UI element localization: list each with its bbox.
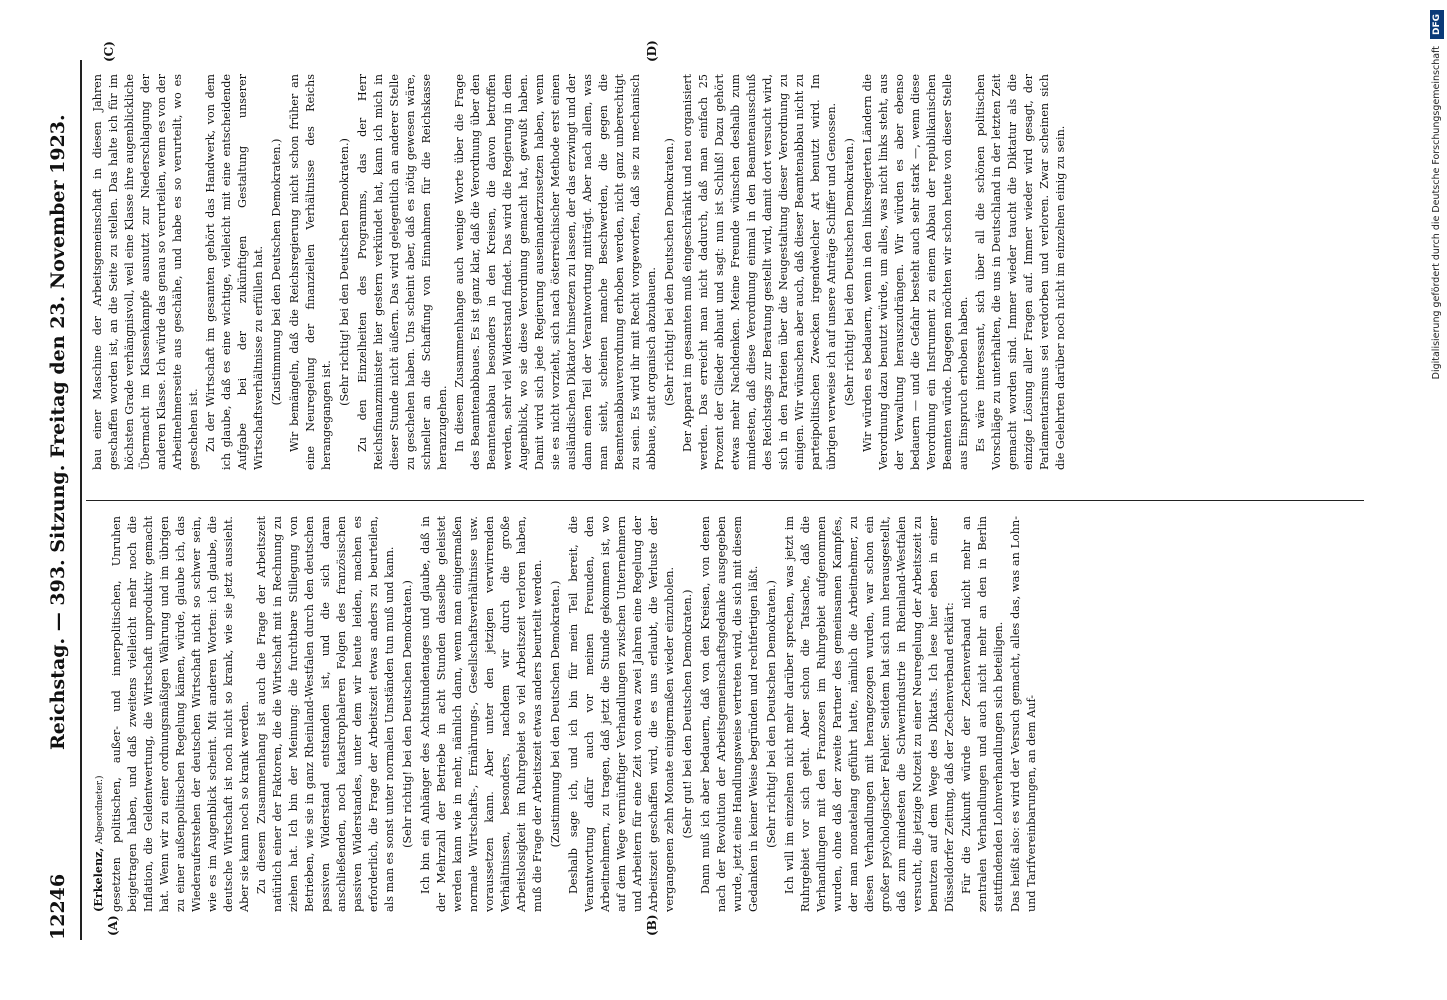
interjection: (Sehr richtig! bei den Deutschen Demokraten.): [765, 580, 778, 848]
speaker-role: Abgeordneter.): [95, 775, 105, 845]
margin-mark-b: (B): [645, 914, 659, 936]
paragraph: Dann muß ich aber bedauern, daß von den Kreisen, von denen nach der Revolution der Arbeitsgemeinschaftsgedanke ausgegeben wurde, jetzt eine Handlungsweise vertreten wird, die sich mit diesem Gedanken in keiner Weise begründen und rechtfertigen läßt.: [699, 516, 760, 912]
paragraph: Wir bemängeln, daß die Reichsregierung nicht schon früher an eine Neuregelung der finanziellen Verhältnisse des Reichs herangegangen ist.: [288, 74, 333, 470]
speaker-line: [90, 516, 108, 912]
interjection: (Sehr richtig! bei den Deutschen Demokraten.): [338, 138, 351, 406]
dfg-logo: DFG: [1430, 10, 1444, 39]
header-rule: [80, 60, 82, 940]
paragraph: Das heißt also: es wird der Versuch gemacht, alles das, was an Lohn- und Tarifvereinbarungen, an dem Auf-: [1009, 516, 1038, 912]
paragraph: Deshalb sage ich, und ich bin für mein Teil bereit, die Verantwortung dafür auch vor meinen Freunden, den Arbeitnehmern, zu tragen, daß jetzt die Stunde gekommen ist, wo auf dem Wege vernünftiger Verhandlungen zwischen Unternehmern und Arbeitern für eine Zeit von etwa zwei Jahren eine Regelung der Arbeitszeit geschaffen wird, die es uns erlaubt, die Verluste der vergangenen zehn Monate einigermaßen wieder einzuholen.: [567, 516, 676, 912]
paragraph: Ich will im einzelnen nicht mehr darüber sprechen, was jetzt im Ruhrgebiet vor sich geht. Aber schon die Tatsache, daß die Verhandlungen mit den Franzosen im Ruhrgebiet aufgenommen wurden, ohne daß der zweite Partner des gemeinsamen Kampfes, der man monatelang geführt hatte, nämlich die Arbeitnehmer, zu diesen Verhandlungen mit herangezogen wurden, war schon ein großer psychologischer Fehler. Seitdem hat sich nun herausgestellt, daß zum mindesten die Schwerindustrie in Rheinland-Westfalen versucht, die jetzige Notzeit zu einer Neuregelung der Arbeitszeit zu benutzen auf dem Wege des Diktats. Ich lese hier eben in einer Düsseldorfer Zeitung, daß der Zechenverband erklärt:: [783, 516, 956, 912]
paragraph: bau einer Maschine der Arbeitsgemeinschaft in diesen Jahren geschaffen worden ist, an die Seite zu stellen. Das halte ich für im höchsten Grade verhängnisvoll, weil eine Klasse ihre augenblickliche Übermacht im Klassenkampfe ausnutzt zur Niederschlagung der anderen Klasse. Ich würde das genau so verurteilen, wenn es von der Arbeitnehmerseite aus geschähe, und habe es so verurteilt, wo es geschehen ist.: [91, 74, 200, 470]
interjection: (Sehr richtig! bei den Deutschen Demokraten.): [663, 138, 676, 406]
quotation: Für die Zukunft würde der Zechenverband nicht mehr an zentralen Verhandlungen und auch nicht mehr an den in Berlin stattfindenden Lohnverhandlungen sich beteiligen.: [960, 516, 1005, 912]
paragraph: In diesem Zusammenhange auch wenige Worte über die Frage des Beamtenabbaues. Es ist ganz klar, daß die Verordnung über den Beamtenabbau besonders in den Kreisen, die davon betroffen werden, sehr viel Widerstand findet. Das wird die Regierung in dem Augenblick, wo sie diese Verordnung gemacht hat, gewußt haben. Damit wird sich jede Regierung auseinanderzusetzen haben, wenn sie es nicht vorzieht, sich nach österreichischer Methode erst einen ausländischen Diktator hinsetzen zu lassen, der das erzwingt und der dann einen Teil der Verantwortung mitträgt. Aber nach allem, was man sieht, scheinen manche Beschwerden, die gegen die Beamtenabbauverordnung erhoben werden, nicht ganz unberechtigt zu sein. Es wird ihr mit Recht vorgeworfen, daß sie zu mechanisch abbaue, statt organisch abzubauen.: [453, 74, 658, 470]
margin-mark-c: (C): [102, 41, 116, 62]
speaker-name: (Erkelenz,: [91, 847, 105, 912]
paragraph: gesetzten politischen, außer- und innerpolitischen, Unruhen beigetragen haben, und daß zweitens vielleicht mehr noch die Inflation, die Geldentwertung, die Wirtschaft unproduktiv gemacht hat. Wenn wir zu einer ordnungsmäßigen Währung und im übrigen zu einer außenpolitischen Regelung kämen, würde, glaube ich, das Wiederauferstehen der deutschen Wirtschaft nicht so schwer sein, wie es im Augenblick scheint. Mit anderen Worten: ich glaube, die deutsche Wirtschaft ist noch nicht so krank, wie sie jetzt aussieht. Aber sie kann noch so krank werden.: [110, 516, 251, 912]
paragraph: Wir würden es bedauern, wenn in den linksregierten Ländern die Verordnung dazu benutzt würde, um alles, was nicht links steht, aus der Verwaltung herauszudrängen. Wir würden es aber ebenso bedauern — und die Gefahr besteht auch sehr stark —, wenn diese Verordnung ein Instrument zu einem Abbau der republikanischen Beamten würde. Dagegen möchten wir schon heute von dieser Stelle aus Einspruch erhoben haben.: [861, 74, 970, 470]
interjection: (Sehr richtig! bei den Deutschen Demokraten.): [401, 580, 414, 848]
paragraph: Es wäre interessant, sich über all die schönen politischen Vorschläge zu unterhalten, die uns in Deutschland in der letzten Zeit gemacht worden sind. Immer wieder taucht die Diktatur als die einzige Lösung aller Fragen auf. Immer wieder wird gesagt, der Parlamentarismus sei verdorben und verloren. Zwar scheinen sich die Gelehrten darüber noch nicht im einzelnen einig zu sein.: [974, 74, 1067, 470]
margin-mark-d: (D): [645, 40, 659, 62]
paragraph: Zu diesem Zusammenhang ist auch die Frage der Arbeitszeit natürlich einer der Faktoren, die die Wirtschaft mit in Rechnung zu ziehen hat. Ich bin der Meinung: die furchtbare Stillegung von Betrieben, wie sie in ganz Rheinland-Westfalen durch den deutschen passiven Widerstand entstanden ist, und die sich daran anschließenden, noch katastrophaleren Folgen des französischen passiven Widerstandes, unter dem wir heute leiden, machen es erforderlich, die Frage der Arbeitszeit etwas anders zu beurteilen, als man es sonst unter normalen Umständen tun muß und kann.: [255, 516, 396, 912]
page-number: 12246: [47, 873, 69, 940]
paragraph: Zu den Einzelheiten des Programms, das der Herr Reichsfinanzminister hier gestern verkündet hat, kann ich mich in dieser Stunde nicht äußern. Das wird gelegentlich an anderer Stelle zu geschehen haben. Uns scheint aber, daß es nötig gewesen wäre, schneller an die Schaffung von Einnahmen für die Reichskasse heranzugehen.: [356, 74, 449, 470]
margin-mark-a: (A): [106, 915, 120, 936]
right-column: [90, 74, 1360, 470]
left-column: [90, 516, 1360, 912]
interjection: (Zustimmung bei den Deutschen Demokraten.): [549, 580, 562, 848]
interjection: (Sehr gut! bei den Deutschen Demokraten.): [681, 589, 694, 839]
column-divider: [86, 500, 1364, 501]
paragraph: Der Apparat im gesamten muß eingeschränkt und neu organisiert werden. Das erreicht man nicht dadurch, daß man einfach 25 Prozent der Glieder abhaut und sagt: nun ist Schluß! Dazu gehört etwas mehr Nachdenken. Meine Freunde wünschen deshalb zum mindesten, daß diese Verordnung einmal in den Beamtenausschuß des Reichstags zur Beratung gestellt wird, damit dort versucht wird, sich in den Parteien über die Neugestaltung dieser Verordnung zu einigen. Wir wünschen aber auch, daß dieser Beamtenabbau nicht zu parteipolitischen Zwecken irgendwelcher Art benutzt wird. Im übrigen verweise ich auf unsere Anträge Schiffer und Genossen.: [681, 74, 838, 470]
paragraph: Ich bin ein Anhänger des Achtstundentages und glaube, daß in der Mehrzahl der Betriebe in acht Stunden dasselbe geleistet werden kann wie in mehr, nämlich dann, wenn man einigermaßen normale Wirtschafts-, Ernährungs-, Gesellschaftsverhältnisse usw. voraussetzen kann. Aber unter den jetzigen verwirrenden Verhältnissen, besonders, nachdem wir durch die große Arbeitslosigkeit im Ruhrgebiet so viel Arbeitszeit verloren haben, muß die Frage der Arbeitszeit etwas anders beurteilt werden.: [419, 516, 544, 912]
credit-text: Digitalisierung gefördert durch die Deutsche Forschungsgemeinschaft: [1431, 46, 1442, 380]
interjection: (Zustimmung bei den Deutschen Demokraten.): [270, 138, 283, 406]
interjection: (Sehr richtig! bei den Deutschen Demokraten.): [843, 138, 856, 406]
paragraph: Zu der Wirtschaft im gesamten gehört das Handwerk, von dem ich glaube, daß es eine wichtige, vielleicht mit eine entscheidende Aufgabe bei der zukünftigen Gestaltung unserer Wirtschaftsverhältnisse zu erfüllen hat.: [204, 74, 265, 470]
page-header-title: Reichstag. — 393. Sitzung. Freitag den 23. November 1923.: [47, 114, 69, 750]
digitization-credit: [1427, 10, 1447, 910]
